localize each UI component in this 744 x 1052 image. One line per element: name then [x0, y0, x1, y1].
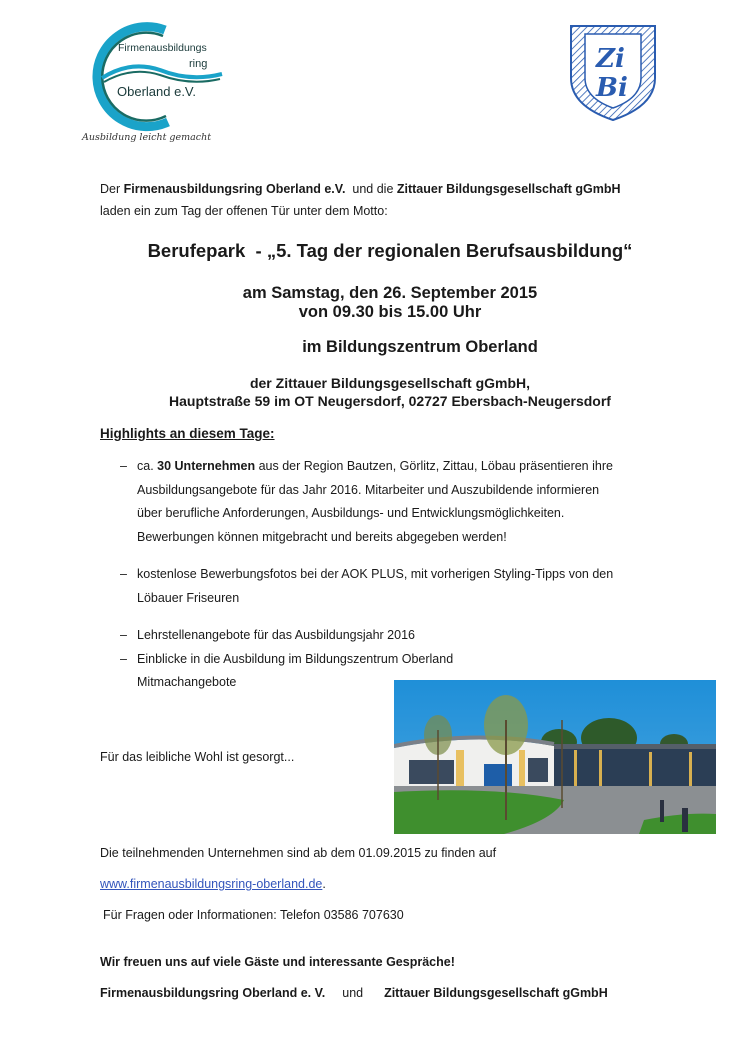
dash-bullet: –	[120, 459, 127, 473]
logo-zibi	[565, 20, 661, 124]
dash-bullet: –	[120, 628, 127, 642]
item5-text: Mitmachangebote	[137, 675, 237, 689]
event-date: am Samstag, den 26. September 2015	[242, 284, 538, 302]
dash-bullet: –	[120, 567, 127, 581]
zibi-text-zi: Zi	[596, 44, 625, 74]
footer-org2: Zittauer Bildungsgesellschaft gGmbH	[384, 986, 608, 1000]
item1-line2: Ausbildungsangebote für das Jahr 2016. Mitarbeiter und Auszubildende informieren	[137, 482, 600, 497]
highlight-item	[100, 563, 700, 610]
logo-ring-graphic	[70, 16, 245, 146]
intro-text	[100, 178, 720, 222]
intro-pre: Der	[100, 182, 124, 196]
highlights-heading: Highlights an diesem Tage:	[100, 426, 275, 441]
website-link[interactable]: www.firmenausbildungsring-oberland.de	[100, 877, 323, 891]
highlight-item	[100, 648, 700, 672]
website-line	[100, 877, 326, 891]
item1-rest: aus der Region Bautzen, Görlitz, Zittau, Löbau präsentieren ihre	[255, 459, 613, 473]
zibi-shield-graphic	[565, 20, 661, 124]
footer-organizers	[100, 986, 608, 1000]
item4-text: Einblicke in die Ausbildung im Bildungszentrum Oberland	[137, 651, 454, 666]
building-photo-graphic	[394, 680, 716, 834]
item1-bold: 30 Unternehmen	[157, 459, 256, 473]
intro-mid: und die	[345, 182, 397, 196]
footer-org1: Firmenausbildungsring Oberland e. V.	[100, 986, 326, 1000]
highlights-list	[100, 455, 700, 695]
highlight-item	[100, 455, 700, 549]
logo-slogan: Ausbildung leicht gemacht	[82, 132, 212, 143]
event-datetime	[100, 284, 680, 322]
catering-note: Für das leibliche Wohl ist gesorgt...	[100, 750, 295, 764]
participants-note: Die teilnehmenden Unternehmen sind ab dem 01.09.2015 zu finden auf	[100, 846, 497, 860]
closing-note: Wir freuen uns auf viele Gäste und interessante Gespräche!	[100, 955, 455, 969]
logo-text-line2: ring	[189, 58, 208, 70]
address-line-1: der Zittauer Bildungsgesellschaft gGmbH,	[249, 375, 531, 391]
address-line-2: Hauptstraße 59 im OT Neugersdorf, 02727 Ebersbach-Neugersdorf	[169, 393, 611, 409]
contact-phone: Für Fragen oder Informationen: Telefon 03586 707630	[103, 908, 404, 922]
item1-pre: ca.	[137, 459, 158, 473]
event-title: Berufepark - „5. Tag der regionalen Berufsausbildung“	[147, 240, 633, 261]
item2-line2: Löbauer Friseuren	[137, 590, 240, 605]
event-time: von 09.30 bis 15.00 Uhr	[298, 303, 482, 321]
intro-org1: Firmenausbildungsring Oberland e.V.	[123, 182, 346, 196]
building-photo	[394, 680, 716, 834]
website-suffix: .	[322, 877, 326, 891]
dash-bullet: –	[120, 651, 127, 666]
highlight-item	[100, 624, 700, 648]
intro-line-1	[100, 178, 720, 200]
event-address	[100, 374, 680, 410]
event-place: im Bildungszentrum Oberland	[302, 338, 538, 356]
intro-org2: Zittauer Bildungsgesellschaft gGmbH	[396, 182, 621, 196]
item1-line4: Bewerbungen können mitgebracht und bereits abgegeben werden!	[137, 529, 507, 544]
logo-text-line1: Firmenausbildungs	[118, 42, 207, 54]
intro-line-2: laden ein zum Tag der offenen Tür unter dem Motto:	[100, 204, 388, 218]
item1-line3: über berufliche Anforderungen, Ausbildungs- und Entwicklungsmöglichkeiten.	[137, 506, 565, 520]
zibi-text-bi: Bi	[596, 73, 628, 103]
footer-und: und	[342, 986, 364, 1000]
item3-text: Lehrstellenangebote für das Ausbildungsjahr 2016	[137, 628, 415, 642]
logo-text-line3: Oberland e.V.	[117, 84, 197, 99]
item2-line1: kostenlose Bewerbungsfotos bei der AOK PLUS, mit vorherigen Styling-Tipps von den	[137, 567, 614, 581]
logo-firmenausbildungsring	[70, 16, 245, 146]
